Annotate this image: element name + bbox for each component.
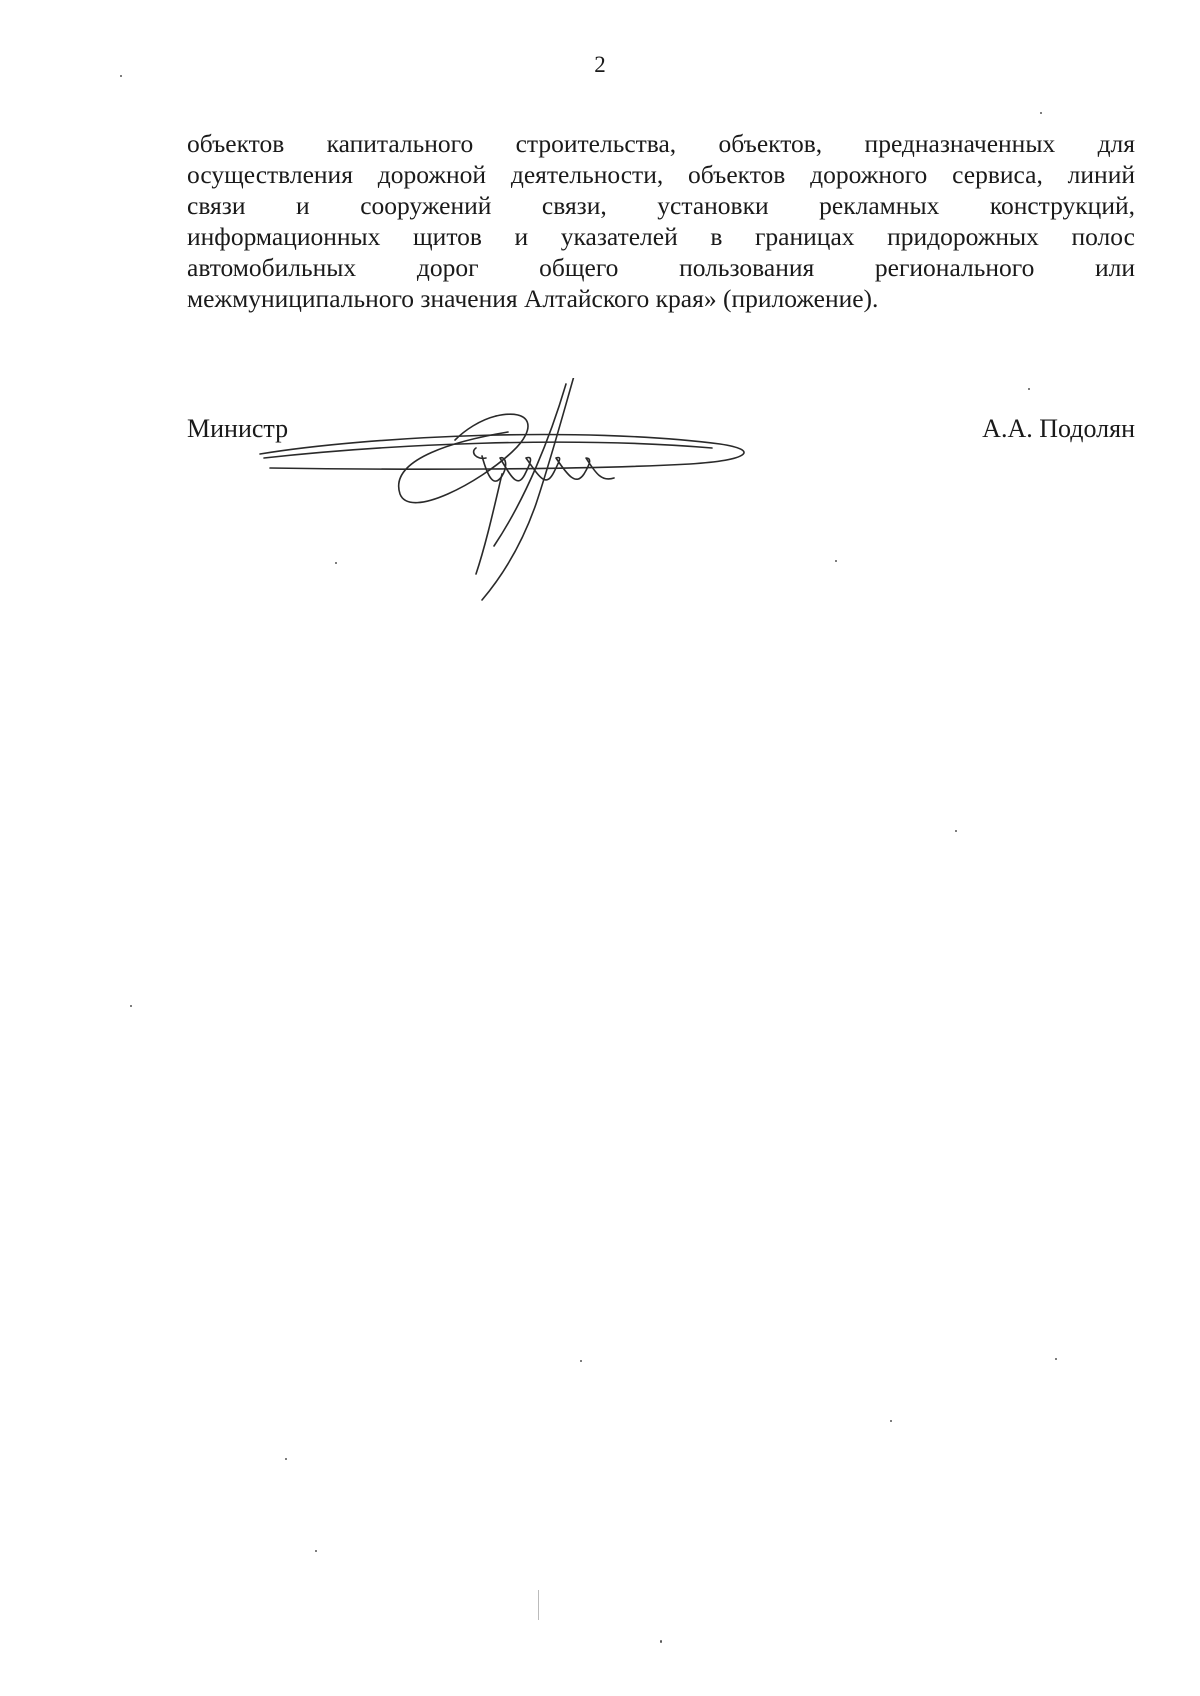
scan-speck <box>1040 112 1042 114</box>
handwritten-signature-icon <box>250 378 810 608</box>
scan-speck <box>335 562 337 564</box>
scan-speck <box>1028 388 1030 390</box>
scan-speck <box>120 75 122 77</box>
scan-speck <box>660 1640 662 1643</box>
scan-speck <box>315 1550 317 1552</box>
scan-speck <box>130 1005 132 1007</box>
paragraph-line: автомобильных дорог общего пользования регионального или <box>187 253 1135 282</box>
scan-speck <box>890 1420 892 1422</box>
scan-speck <box>285 1458 287 1460</box>
scan-speck <box>1055 1358 1057 1360</box>
paragraph-line: связи и сооружений связи, установки рекламных конструкций, <box>187 191 1135 220</box>
paragraph-line: объектов капитального строительства, объектов, предназначенных для <box>187 129 1135 158</box>
signer-name: А.А. Подолян <box>982 414 1135 443</box>
scan-speck <box>835 560 837 562</box>
paragraph-line: информационных щитов и указателей в границах придорожных полос <box>187 222 1135 251</box>
scan-speck <box>955 830 957 832</box>
position-title: Министр <box>187 414 289 443</box>
scan-speck <box>580 1360 582 1362</box>
paragraph <box>187 128 1135 314</box>
page-number: 2 <box>594 52 606 77</box>
paragraph-line: межмуниципального значения Алтайского края» (приложение). <box>187 284 879 313</box>
scan-speck <box>538 1590 539 1620</box>
paragraph-line: осуществления дорожной деятельности, объектов дорожного сервиса, линий <box>187 160 1135 189</box>
